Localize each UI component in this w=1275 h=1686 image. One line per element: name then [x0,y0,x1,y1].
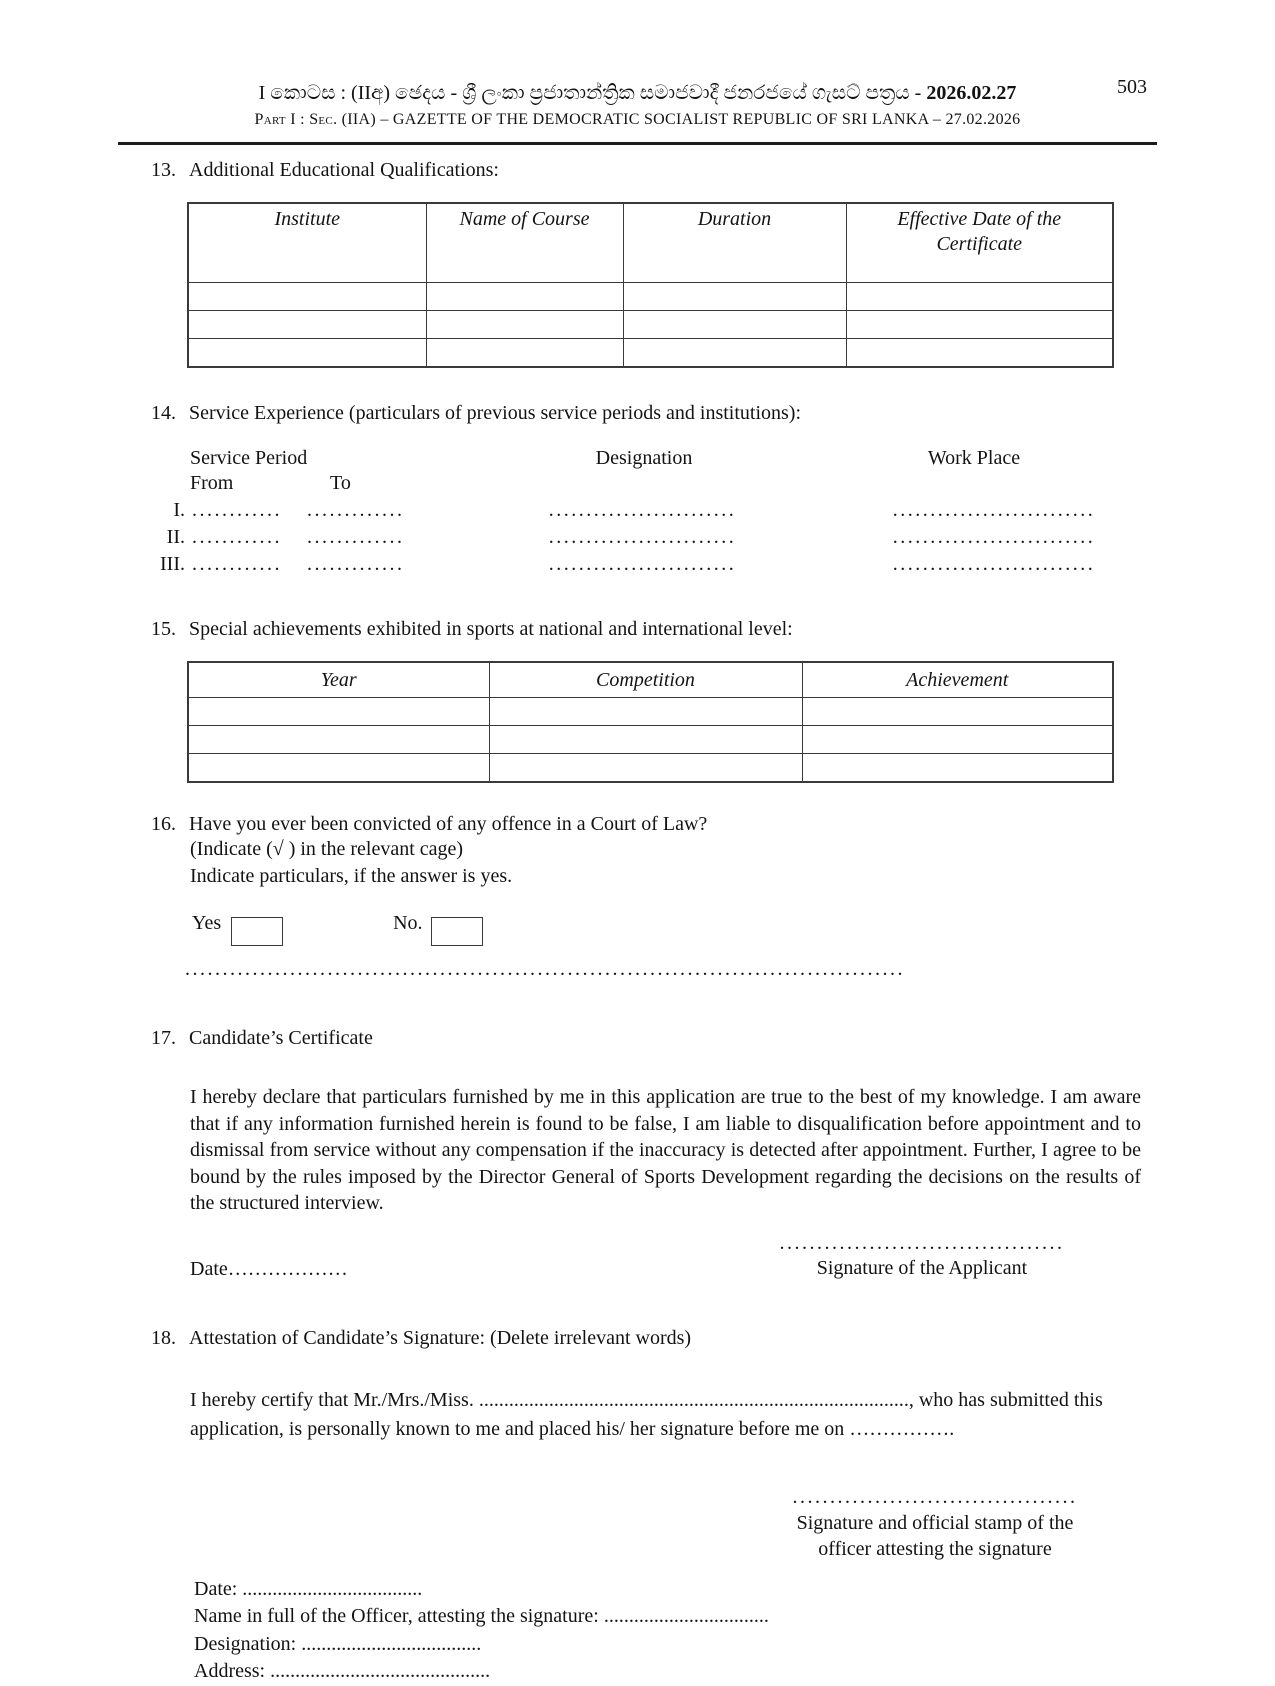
section-14 [118,402,1157,425]
empty-cell [489,726,802,754]
header-sinhala-text: I කොටස : (IIඅ) ඡෙදය - ශ්‍රී ලංකා ප්‍රජාතාන්ත්‍රික සමාජවාදී ජනරජයේ ගැසට් පත්‍රය - [258,82,922,104]
header-sinhala-date: 2026.02.27 [926,82,1017,104]
to-label: To [330,472,351,494]
row-numeral: I. [173,499,185,521]
empty-cell [623,311,846,339]
attestation-paragraph: I hereby certify that Mr./Mrs./Miss. ......................................................................................, who has submitted this application, is personally known to me and placed his/ her signature before me on ……………. [190,1388,1103,1440]
officer-signature-caption-line2: officer attesting the signature [818,1537,1052,1560]
from-to-row [118,470,1157,497]
to-dots: ............. [307,553,405,575]
section-17-title: Candidate’s Certificate [189,1027,373,1049]
empty-cell [426,339,623,368]
col-name-of-course: Name of Course [426,203,623,283]
officer-date-field: Date: .................................... [194,1577,423,1600]
to-dots: ............. [307,526,405,548]
section-13-number: 13. [151,159,176,181]
empty-cell [188,311,426,339]
work-place-heading: Work Place [927,447,1021,469]
officer-name-field: Name in full of the Officer, attesting the signature: ................................. [194,1605,769,1627]
header-english-line: Part I : Sec. (IIA) – GAZETTE OF THE DEMOCRATIC SOCIALIST REPUBLIC OF SRI LANKA – 27.02.2026 [254,111,1021,128]
empty-cell [623,339,846,368]
service-experience-block [118,447,1157,578]
service-period-heading: Service Period [190,447,308,469]
empty-cell [426,311,623,339]
service-row-2 [118,524,1157,551]
header-sinhala-line [118,78,1157,108]
table-header-row [188,203,1113,283]
row-numeral: III. [160,553,185,575]
to-dots: ............. [307,499,405,521]
table-row [188,698,1113,726]
officer-signature-dotted-line: ...................................... [792,1485,1078,1508]
section-17 [118,1027,1157,1050]
page-number: 503 [1117,76,1147,98]
col-effective-date: Effective Date of the Certificate [846,203,1113,283]
from-dots: ............ [192,553,282,575]
no-label: No. [393,912,423,934]
table-row [188,311,1113,339]
empty-cell [489,754,802,783]
officer-designation-field: Designation: .................................... [194,1632,482,1655]
empty-cell [188,283,426,311]
service-experience-headings [118,447,1157,470]
empty-cell [188,698,489,726]
section-15-number: 15. [151,618,176,640]
officer-signature-caption-line1: Signature and official stamp of the [796,1511,1074,1534]
col-achievement: Achievement [802,662,1113,698]
table-row [188,726,1113,754]
section-15 [118,618,1157,641]
empty-cell [846,283,1113,311]
col-competition: Competition [489,662,802,698]
yes-checkbox[interactable] [231,917,283,946]
section-15-title: Special achievements exhibited in sports at national and international level: [189,618,793,640]
empty-cell [489,698,802,726]
work-place-dots: ........................... [892,553,1096,575]
section-14-number: 14. [151,402,176,424]
additional-qualifications-table [187,202,1114,368]
no-checkbox[interactable] [431,917,483,946]
empty-cell [623,283,846,311]
officer-details-block [194,1576,1157,1686]
row-numeral: II. [166,526,185,548]
empty-cell [188,339,426,368]
signature-caption: Signature of the Applicant [816,1256,1028,1279]
indicate-particulars-note: Indicate particulars, if the answer is yes. [190,865,513,887]
col-duration: Duration [623,203,846,283]
designation-heading: Designation [595,447,693,469]
designation-dots: ......................... [548,499,737,521]
from-dots: ............ [192,526,282,548]
empty-cell [846,311,1113,339]
section-18-title: Attestation of Candidate’s Signature: (Delete irrelevant words) [189,1326,692,1349]
col-institute: Institute [188,203,426,283]
applicant-signature-block [772,1231,1072,1281]
empty-cell [802,698,1113,726]
yes-label: Yes [192,912,222,934]
candidate-declaration-paragraph: I hereby declare that particulars furnished by me in this application are true to the best of my knowledge. I am aware that if any information furnished herein is found to be false, I am liable to disqualification before appointment and to dismissal from service without any compensation if the inaccuracy is detected after appointment. Further, I agree to be bound by the rules imposed by the Director General of Sports Development regarding the decisions on the results of the structured interview. [190,1086,1141,1214]
service-row-1 [118,497,1157,524]
empty-cell [802,754,1113,783]
empty-cell [426,283,623,311]
signature-dotted-line: ...................................... [779,1231,1065,1254]
officer-address-field: Address: ............................................ [194,1660,491,1682]
table-row [188,754,1113,783]
table-row [188,283,1113,311]
gazette-header [118,78,1157,145]
section-16-question: Have you ever been convicted of any offence in a Court of Law? [189,813,708,835]
indicate-cage-note: (Indicate (√ ) in the relevant cage) [190,838,464,860]
section-18-number: 18. [151,1326,176,1349]
table-header-row [188,662,1113,698]
section-16 [118,813,1157,836]
yes-no-row [192,910,1157,944]
sports-achievements-table [187,661,1114,783]
work-place-dots: ........................... [892,499,1096,521]
section-13 [118,159,1157,182]
officer-signature-block [770,1484,1100,1562]
section-18 [118,1327,1157,1350]
date-field: Date……………… [190,1257,348,1280]
work-place-dots: ........................... [892,526,1096,548]
section-17-number: 17. [151,1027,176,1049]
designation-dots: ......................... [548,526,737,548]
empty-cell [188,754,489,783]
date-signature-row [118,1231,1157,1281]
empty-cell [802,726,1113,754]
from-label: From [190,472,234,494]
from-dots: ............ [192,499,282,521]
section-14-title: Service Experience (particulars of previous service periods and institutions): [189,402,802,424]
designation-dots: ......................... [548,553,737,575]
table-row [188,339,1113,368]
empty-cell [188,726,489,754]
section-16-notes [190,836,1157,890]
answer-dotted-line: ................................................................................................ [185,958,905,980]
service-row-3 [118,551,1157,578]
col-year: Year [188,662,489,698]
section-13-title: Additional Educational Qualifications: [189,159,499,181]
section-16-number: 16. [151,813,176,835]
empty-cell [846,339,1113,368]
